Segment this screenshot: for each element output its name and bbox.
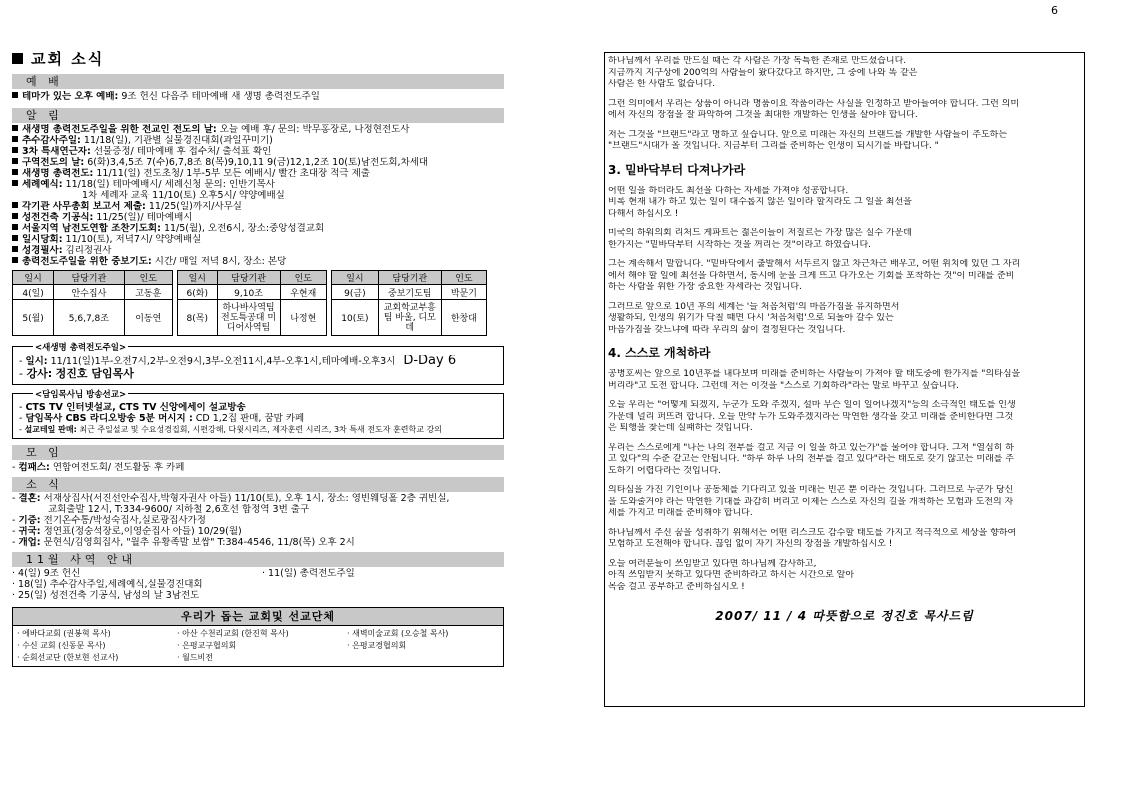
bullet-icon bbox=[12, 246, 18, 252]
section-header-worship: 예 배 bbox=[12, 74, 504, 89]
bullet-icon bbox=[12, 213, 18, 219]
broadcast-box: <담임목사님 방송선교> - CTS TV 인터넷설교, CTS TV 신앙에세이 설교방송 - 담임목사 CBS 라디오방송 5분 머시지 : CD 1,2집 판매, 꿈맘 카페 - 설교테잎 판매: 최근 주일설교 및 수요성경집회, 시편강해, 다윗시리즈, 제자훈련 시리즈, 3차 특새 전도자 훈련학교 강의 bbox=[12, 393, 504, 439]
partner-grid bbox=[13, 626, 503, 666]
article-paragraph: 그는 계속해서 말합니다. "밑바닥에서 출발해서 서두르지 않고 차근차근 배우고, 어떤 위치에 있던 그 자리 에서 해야 할 일에 최선을 다하면서, 동시에 눈을 크게 뜨고 다가오는 기회를 포착하는 것"이 미래를 준비 하는 사람을 위한 가장 중요한 자세라는 것입니다. bbox=[608, 259, 1021, 292]
bullet-icon bbox=[12, 147, 18, 153]
meeting-line: - 컴패스: 연합여전도회/ 전도활동 후 카페 bbox=[12, 462, 185, 473]
article-paragraph: 우리는 스스로에게 "나는 나의 전부를 걸고 지금 이 일을 하고 있는가"를 물어야 합니다. 그저 "열심히 하 고 있다"의 수준 같고는 안됩니다. "하루 하루 나의 전부를 걸고 있다"라는 태도로 갖기 않고는 미래를 주 도하기 어렵다라는 것입니다. bbox=[608, 442, 1014, 476]
notice-item: 새생명 총력전도주일을 위한 전교인 전도의 날: 오늘 예배 후/ 문의: 박무홍장로, 나정현전도사 bbox=[12, 124, 504, 135]
notice-item: 3차 특새연근자: 선물증정/ 테마예배 후 접수처/ 출석표 확인 bbox=[12, 146, 504, 157]
page-number: 6 bbox=[1051, 4, 1058, 17]
schedule-row: · 18(일) 추수감사주일,세례예식,실물경진대회 bbox=[12, 579, 203, 590]
table-row: 10(토) 교회학교부흥팀 바울, 디모데 한창대 bbox=[332, 300, 487, 336]
article-paragraph: 공병호씨는 앞으로 10년후를 내다보며 미래를 준비하는 사람들이 가져야 할 태도중에 한가지를 "의타심을 버리라"고 도전 합니다. 그런데 저는 이것을 "스스로 기회하라"라는 말로 바꾸고 싶습니다. bbox=[608, 369, 1021, 391]
notice-item: 총력전도주일을 위한 중보기도: 시간/ 매일 저녁 8시, 장소: 본당 bbox=[12, 256, 504, 267]
news-item: - 기증: 전기온수통/박성숙집사,실로광집사가정 bbox=[12, 515, 206, 526]
bullet-icon bbox=[12, 125, 18, 131]
schedule-row: · 25(일) 성전건축 기공식, 남성의 날 3남전도 bbox=[12, 590, 200, 601]
partner-item: · 은평교구협의회 bbox=[177, 641, 237, 650]
partner-box bbox=[12, 607, 504, 667]
notice-item: 구역전도의 날: 6(화)3,4,5조 7(수)6,7,8조 8(목)9,10,11 9(금)12,1,2조 10(토)남전도회,차세대 bbox=[12, 157, 504, 168]
partner-header: 우리가 돕는 교회및 선교단체 bbox=[13, 608, 503, 626]
new-life-speaker: - 강사: 정진호 담임목사 bbox=[19, 367, 134, 380]
broadcast-line: - 설교테잎 판매: 최근 주일설교 및 수요성경집회, 시편강해, 다윗시리즈, 제자훈련 시리즈, 3차 특새 전도자 훈련학교 강의 bbox=[19, 425, 442, 434]
title-square-icon bbox=[12, 53, 23, 64]
schedule-row: · 4(일) 9조 헌신 · 11(일) 총력전도주일 bbox=[12, 568, 355, 579]
new-life-box: <새생명 총력전도주일> - 일시: 11/11(일)1부-오전7시,2부-오전9시,3부-오전11시,4부-오후1시,테마예배-오후3시 D-Day 6 - 강사: 정진호 담임목사 bbox=[12, 346, 504, 385]
table-row: 4(일) 안수집사 고동훈 bbox=[13, 285, 173, 300]
article-paragraph: 오늘 우리는 "어떻게 되겠지, 누군가 도와 주겠지, 설마 무슨 일이 일어나겠지"등의 소극적인 태도를 인생 가운데 널리 퍼뜨려 합니다. 오늘 만약 누가 도와주겠지라는 막연한 생각을 갖고 미래를 준비한다면 그것 은 퇴행을 찾는데 실패하는 것입니다. bbox=[608, 400, 1016, 433]
notice-item: 서울지역 남전도연합 조찬기도회: 11/5(월), 오전6시, 장소:중앙성결교회 bbox=[12, 223, 504, 234]
partner-item: · 은평교경협의회 bbox=[347, 641, 407, 650]
news-item: 교회출발 12시, T:334-9600/ 지하철 2,6호선 합정역 3번 출구 bbox=[48, 504, 310, 515]
section-3-title: 3. 밑바닥부터 다져나가라 bbox=[608, 162, 746, 177]
notice-list bbox=[12, 124, 504, 267]
article-paragraph: 저는 그것을 "브랜드"라고 명하고 싶습니다. 앞으로 미래는 자신의 브랜드를 개발한 사람들이 주도하는 "브랜드"시대가 올 것입니다. 지금부터 그리를 준비하는 인생이 되시기를 바랍니다. " bbox=[608, 129, 1008, 151]
church-news-column bbox=[12, 48, 504, 667]
article-paragraph: 하나님께서 우리를 만드실 때는 각 사람은 가장 독특한 존재로 만드셨습니다. 지금까지 지구상에 200억의 사람들이 왔다갔다고 하지만, 그 중에 나와 똑 같은 사람은 한 사람도 없습니다. bbox=[608, 56, 918, 89]
table-row: 9(금) 중보기도팀 박문기 bbox=[332, 285, 487, 300]
bullet-icon bbox=[12, 224, 18, 230]
prayer-table-2: 일시 담당기관 인도 6(화) 9,10조 우현재 8(목) 하나바사역팀 전도특공대 미디어사역팀 나정현 bbox=[177, 270, 327, 336]
new-life-date: - 일시: 11/11(일)1부-오전7시,2부-오전9시,3부-오전11시,4부-오후1시,테마예배-오후3시 D-Day 6 bbox=[19, 355, 457, 367]
section-header-news: 소 식 bbox=[12, 477, 504, 492]
worship-line: 테마가 있는 오후 예배: 9조 헌신 다음주 테마예배 새 생명 총력전도주일 bbox=[12, 91, 504, 102]
page-title: 교회 소식 bbox=[12, 48, 504, 68]
news-item: - 개업: 문현식/김영희집사, "월추 유황족발 보쌈" T:384-4546, 11/8(목) 오후 2시 bbox=[12, 537, 355, 548]
baptism-sub: 1차 세례자 교육 11/10(토) 오후5시/ 약양예배실 bbox=[82, 190, 285, 201]
partner-item: · 새벽미술교회 (오승철 목사) bbox=[347, 629, 449, 638]
broadcast-line: - 담임목사 CBS 라디오방송 5분 머시지 : CD 1,2집 판매, 꿈맘 카페 bbox=[19, 413, 305, 424]
prayer-table-1: 일시 담당기관 인도 4(일) 안수집사 고동훈 5(월) 5,6,7,8조 이동연 bbox=[12, 270, 173, 336]
bullet-icon bbox=[12, 158, 18, 164]
signature: 2007/ 11 / 4 따뜻함으로 정진호 목사드림 bbox=[715, 609, 974, 623]
prayer-tables bbox=[12, 270, 504, 336]
bullet-icon bbox=[12, 180, 18, 186]
article-paragraph: 하나님께서 주신 꿈을 성취하기 위해서는 어떤 리스크도 감수할 태도를 가지고 적극적으로 세상을 향하여 모험하고 도전해야 합니다. 끊임 없이 자기 자신의 장점을 개발하십시오 ! bbox=[608, 527, 1017, 549]
news-item: - 귀국: 정연표(정숭석장로,이영순집사 아들) 10/29(월) bbox=[12, 526, 242, 537]
article-paragraph: 그러므로 앞으로 10년 후의 세계는 '늘 처음처럼'의 마음가짐을 유지하면서 생활하되, 인생의 위기가 닥칠 때면 다시 '처음처럼'으로 되돌아 갈수 있는 마음가짐을 갖느냐에 따라 우리의 삶이 결정된다는 것입니다. bbox=[608, 301, 900, 335]
partner-item: · 월드비전 bbox=[177, 653, 213, 662]
article-paragraph: 그런 의미에서 우리는 상품이 아니라 명품이요 작품이라는 사실을 인정하고 받아들여야 합니다. 그런 의미 에서 자신의 장점을 잘 파악하여 그것을 최대한 개발하는 인생을 살아야 합니다. bbox=[608, 98, 1020, 120]
schedule-list bbox=[12, 568, 504, 601]
pastor-column-box bbox=[604, 52, 1085, 707]
section-header-schedule: 11월 사역 안내 bbox=[12, 552, 504, 567]
partner-item bbox=[347, 652, 497, 664]
bullet-icon bbox=[12, 92, 18, 98]
article-paragraph: 어떤 일을 하더라도 최선을 다하는 자세를 가져야 성공합니다. 비록 현재 내가 하고 있는 일이 대수롭지 않은 일이라 할지라도 그 일을 최선을 다해서 하십시오 ! bbox=[608, 185, 912, 219]
article-paragraph: 오늘 여러분들이 쓰임받고 있다면 하나님께 감사하고, 아직 쓰임받지 못하고 있다면 준비하라고 하시는 시간으로 알아 목숨 걸고 공부하고 준비하십시오 ! bbox=[608, 558, 855, 592]
section-header-meeting: 모 임 bbox=[12, 445, 504, 460]
news-item: - 결혼: 서재상집사(서진선안수집사,박형자권사 아들) 11/10(토), 오후 1시, 장소: 영빈웨딩홀 2층 귀빈실, bbox=[12, 493, 450, 504]
news-list bbox=[12, 493, 504, 548]
article-paragraph: 의타심을 가진 기인이나 공동체를 기다리고 있을 미래는 빈곤 뿐 이라는 것입니다. 그러므로 누군가 당신 을 도와줄거야 라는 막연한 기대를 과감히 버리고 이제는 스스로 자신의 길을 개척하는 모험과 도전의 자 세를 가지고 미래를 준비해야 합니다. bbox=[608, 485, 1014, 518]
section-header-notice: 알 림 bbox=[12, 108, 504, 123]
table-row: 8(목) 하나바사역팀 전도특공대 미디어사역팀 나정현 bbox=[178, 300, 327, 336]
bullet-icon bbox=[12, 202, 18, 208]
notice-item: 각기관 사무총회 보고서 제출: 11/25(일)까지/사무실 bbox=[12, 201, 504, 212]
notice-item: 세례예식: 11/18(일) 테마예배시/ 세례신청 문의: 인반기목사 bbox=[12, 179, 504, 190]
table-row: 6(화) 9,10조 우현재 bbox=[178, 285, 327, 300]
dday-label: D-Day 6 bbox=[403, 355, 457, 367]
prayer-table-3: 일시 담당기관 인도 9(금) 중보기도팀 박문기 10(토) 교회학교부흥팀 바울, 디모데 한창대 bbox=[331, 270, 487, 336]
notice-item: 새생명 총력전도: 11/11(일) 전도초청/ 1부-5부 모든 예배시/ 빨간 초대장 적극 제출 bbox=[12, 168, 504, 179]
broadcast-line: - CTS TV 인터넷설교, CTS TV 신앙에세이 설교방송 bbox=[19, 402, 246, 413]
partner-item: · 순회선교단 (한보현 선교사) bbox=[17, 653, 119, 662]
bullet-icon bbox=[12, 169, 18, 175]
table-row: 5(월) 5,6,7,8조 이동연 bbox=[13, 300, 173, 336]
partner-item: · 수신 교회 (신동문 목사) bbox=[17, 641, 106, 650]
article-paragraph: 미국의 하워의회 리처드 게파트는 젊은이들이 저질르는 가장 많은 실수 가운데 한가지는 "밑바닥부터 시작하는 것을 꺼리는 것"이라고 하였습니다. bbox=[608, 228, 912, 250]
notice-item: 추수감사주일: 11/18(일), 기관별 실물경진대회(과일꾸미기) bbox=[12, 135, 504, 146]
partner-item: · 아산 수천리교회 (한진혁 목사) bbox=[177, 629, 289, 638]
section-4-title: 4. 스스로 개척하라 bbox=[608, 346, 711, 360]
bullet-icon bbox=[12, 136, 18, 142]
notice-item: 일시당회: 11/10(토), 저녁7시/ 약양예배실 bbox=[12, 234, 504, 245]
notice-item: 성전건축 기공식: 11/25(일)/ 테마예배시 bbox=[12, 212, 504, 223]
partner-item: · 에바다교회 (권봉혁 목사) bbox=[17, 629, 111, 638]
bullet-icon bbox=[12, 257, 18, 263]
notice-item: 성경필사: 김리정권사 bbox=[12, 245, 504, 256]
bullet-icon bbox=[12, 235, 18, 241]
